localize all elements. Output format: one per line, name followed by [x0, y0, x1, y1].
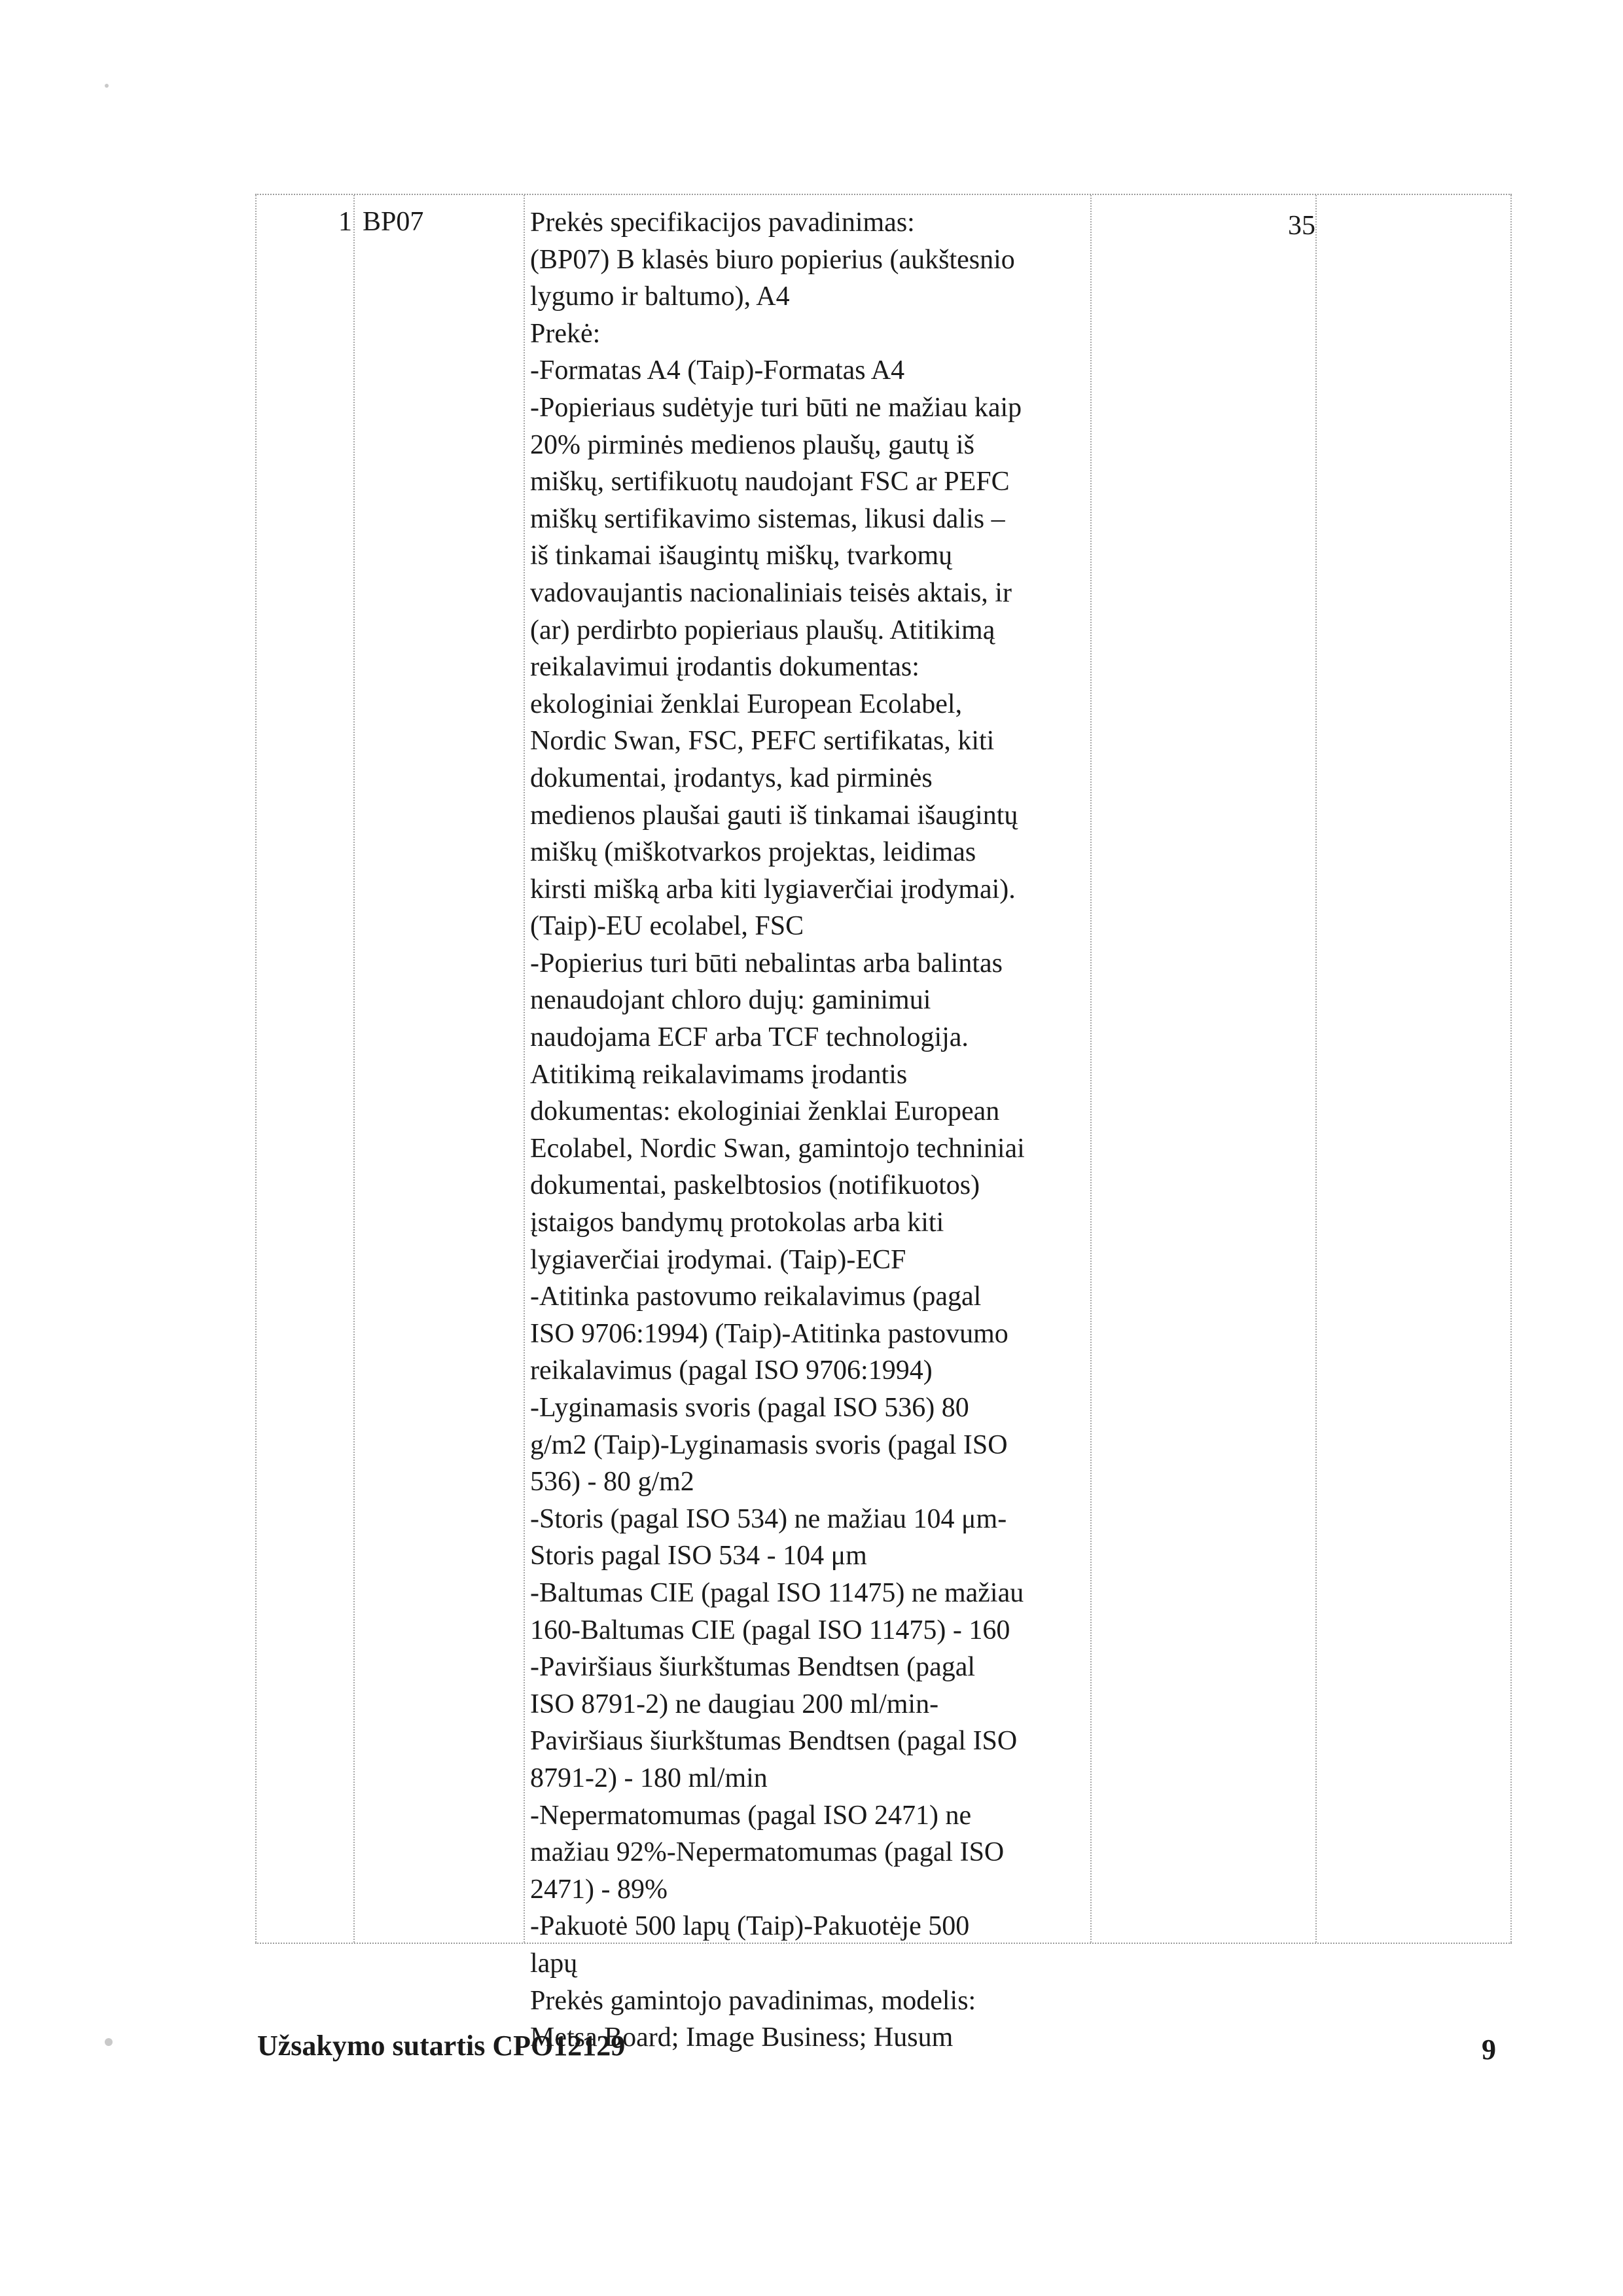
- table-column-divider: [353, 195, 355, 1943]
- description-line: -Popierius turi būti nebalintas arba balintas: [530, 948, 1003, 978]
- description-line: mažiau 92%-Nepermatomumas (pagal ISO: [530, 1837, 1005, 1868]
- description-line: 8791-2) - 180 ml/min: [530, 1763, 768, 1793]
- description-line: -Baltumas CIE (pagal ISO 11475) ne mažiau: [530, 1577, 1024, 1608]
- description-line: medienos plaušai gauti iš tinkamai išaugintų: [530, 800, 1018, 831]
- description-line: vadovaujantis nacionaliniais teisės aktais, ir: [530, 577, 1012, 608]
- description-line: (Taip)-EU ecolabel, FSC: [530, 911, 804, 942]
- description-line: -Nepermatomumas (pagal ISO 2471) ne: [530, 1800, 972, 1831]
- description-line: kirsti mišką arba kiti lygiaverčiai įrodymai).: [530, 874, 1016, 905]
- description-line: iš tinkamai išaugintų miškų, tvarkomų: [530, 541, 953, 571]
- description-line: lygiaverčiai įrodymai. (Taip)-ECF: [530, 1244, 906, 1275]
- description-line: 536) - 80 g/m2: [530, 1467, 694, 1498]
- description-line: Atitikimą reikalavimams įrodantis: [530, 1059, 908, 1090]
- description-line: -Lyginamasis svoris (pagal ISO 536) 80: [530, 1393, 969, 1423]
- description-line: Metsa Board; Image Business; Husum: [530, 2022, 954, 2053]
- description-line: lapų: [530, 1948, 578, 1979]
- description-line: 20% pirminės medienos plaušų, gautų iš: [530, 429, 974, 460]
- item-code: BP07: [363, 207, 424, 237]
- description-line: naudojama ECF arba TCF technologija.: [530, 1022, 969, 1053]
- description-line: įstaigos bandymų protokolas arba kiti: [530, 1208, 944, 1238]
- description-line: dokumentai, paskelbtosios (notifikuotos): [530, 1170, 980, 1201]
- table-column-divider: [1510, 195, 1512, 1943]
- description-line: -Pakuotė 500 lapų (Taip)-Pakuotėje 500: [530, 1911, 970, 1942]
- description-line: miškų (miškotvarkos projektas, leidimas: [530, 837, 976, 868]
- description-line: -Formatas A4 (Taip)-Formatas A4: [530, 355, 905, 386]
- description-line: ekologiniai ženklai European Ecolabel,: [530, 689, 963, 719]
- item-description: [530, 204, 1099, 2056]
- description-line: Storis pagal ISO 534 - 104 μm: [530, 1541, 867, 1571]
- row-number: 1: [338, 207, 352, 237]
- description-line: g/m2 (Taip)-Lyginamasis svoris (pagal ISO: [530, 1429, 1008, 1460]
- description-line: Prekė:: [530, 318, 601, 349]
- item-quantity: 35: [1288, 211, 1315, 241]
- description-line: -Atitinka pastovumo reikalavimus (pagal: [530, 1282, 982, 1312]
- description-line: -Paviršiaus šiurkštumas Bendtsen (pagal: [530, 1652, 976, 1683]
- description-line: Nordic Swan, FSC, PEFC sertifikatas, kiti: [530, 726, 995, 757]
- description-line: ISO 8791-2) ne daugiau 200 ml/min-: [530, 1689, 939, 1719]
- description-line: Prekės gamintojo pavadinimas, modelis:: [530, 1985, 976, 2016]
- table-column-divider: [524, 195, 525, 1943]
- description-line: reikalavimus (pagal ISO 9706:1994): [530, 1355, 933, 1386]
- description-line: miškų, sertifikuotų naudojant FSC ar PEFC: [530, 467, 1010, 497]
- description-line: reikalavimui įrodantis dokumentas:: [530, 652, 919, 683]
- description-line: ISO 9706:1994) (Taip)-Atitinka pastovumo: [530, 1318, 1008, 1349]
- description-line: miškų sertifikavimo sistemas, likusi dalis –: [530, 503, 1005, 534]
- description-line: Ecolabel, Nordic Swan, gamintojo techniniai: [530, 1133, 1025, 1164]
- description-line: Prekės specifikacijos pavadinimas:: [530, 207, 915, 238]
- scan-speck: [105, 84, 109, 88]
- table-column-divider: [1315, 195, 1317, 1943]
- description-line: nenaudojant chloro dujų: gaminimui: [530, 985, 931, 1016]
- description-line: (ar) perdirbto popieriaus plaušų. Atitikimą: [530, 615, 995, 645]
- description-line: 160-Baltumas CIE (pagal ISO 11475) - 160: [530, 1615, 1010, 1645]
- page-number: 9: [1482, 2034, 1496, 2066]
- description-line: (BP07) B klasės biuro popierius (aukštesnio: [530, 244, 1015, 275]
- description-line: dokumentai, įrodantys, kad pirminės: [530, 762, 933, 793]
- scan-speck: [105, 2038, 113, 2046]
- contract-title: Užsakymo sutartis CPO12129: [257, 2030, 626, 2062]
- description-line: Paviršiaus šiurkštumas Bendtsen (pagal ISO: [530, 1726, 1018, 1757]
- description-line: dokumentas: ekologiniai ženklai European: [530, 1096, 1000, 1127]
- description-line: lygumo ir baltumo), A4: [530, 281, 790, 312]
- description-line: -Popieriaus sudėtyje turi būti ne mažiau kaip: [530, 392, 1022, 423]
- table-column-divider: [255, 195, 257, 1943]
- description-line: -Storis (pagal ISO 534) ne mažiau 104 μm-: [530, 1503, 1007, 1534]
- description-line: 2471) - 89%: [530, 1874, 668, 1905]
